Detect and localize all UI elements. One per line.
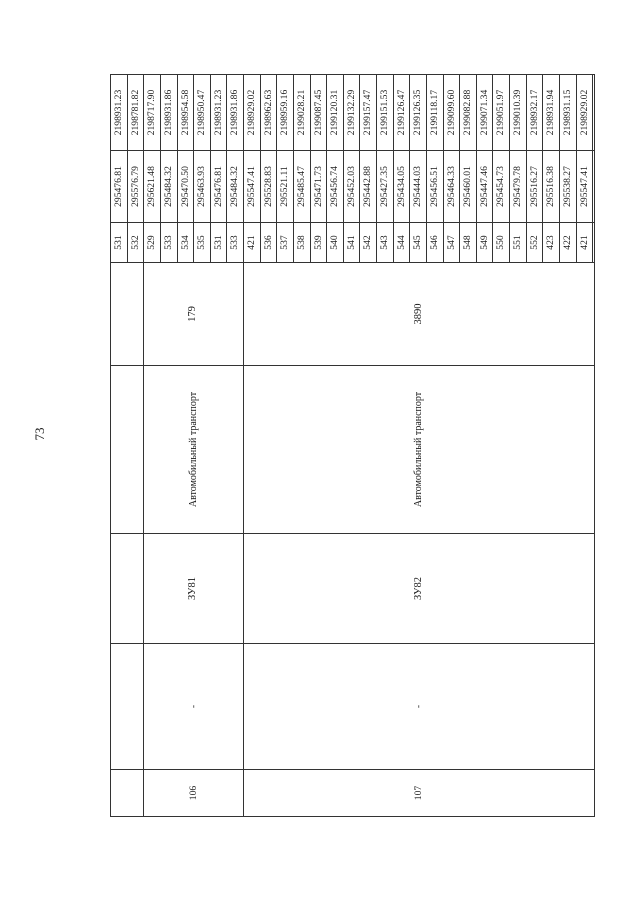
point-number-cell: 535 — [194, 223, 211, 263]
x-coordinate-cell: 295547.41 — [244, 151, 261, 223]
x-coordinate-cell: 295463.93 — [194, 151, 211, 223]
point-number-cell: 531 — [210, 223, 227, 263]
y-coordinate-cell: 2198931.23 — [111, 75, 128, 151]
point-number-cell: 529 — [144, 223, 161, 263]
point-number-cell: 421 — [576, 223, 593, 263]
y-coordinate-cell: 2199099.60 — [443, 75, 460, 151]
page-number: 73 — [32, 427, 47, 441]
x-coordinate-cell: 295464.33 — [443, 151, 460, 223]
y-coordinate-cell: 2198931.23 — [210, 75, 227, 151]
x-coordinate-cell: 295452.03 — [343, 151, 360, 223]
x-coordinate-cell — [593, 151, 595, 223]
point-number-cell: 533 — [160, 223, 177, 263]
x-coordinate-cell: 295528.83 — [260, 151, 277, 223]
table-body — [111, 75, 595, 817]
x-coordinate-cell: 295476.81 — [210, 151, 227, 223]
point-number-cell: 531 — [111, 223, 128, 263]
point-number-cell: 545 — [410, 223, 427, 263]
y-coordinate-cell: 2199118.17 — [426, 75, 443, 151]
point-number-cell: 422 — [559, 223, 576, 263]
point-number-cell: 543 — [377, 223, 394, 263]
y-coordinate-cell: 2198931.15 — [559, 75, 576, 151]
x-coordinate-cell: 295485.47 — [293, 151, 310, 223]
y-coordinate-cell: 2199126.47 — [393, 75, 410, 151]
point-number-cell: 544 — [393, 223, 410, 263]
point-number-cell: 537 — [277, 223, 294, 263]
plot-number-cell — [111, 770, 144, 817]
y-coordinate-cell: 2198962.63 — [260, 75, 277, 151]
point-number-cell: 540 — [327, 223, 344, 263]
y-coordinate-cell: 2198781.82 — [127, 75, 144, 151]
y-coordinate-cell: 2198932.17 — [526, 75, 543, 151]
x-coordinate-cell: 295576.79 — [127, 151, 144, 223]
y-coordinate-cell: 2199010.39 — [510, 75, 527, 151]
y-coordinate-cell: 2199051.97 — [493, 75, 510, 151]
table-row — [244, 75, 261, 817]
x-coordinate-cell: 295621.48 — [144, 151, 161, 223]
zone-code-cell — [111, 534, 144, 644]
x-coordinate-cell: 295516.38 — [543, 151, 560, 223]
y-coordinate-cell: 2199132.29 — [343, 75, 360, 151]
y-coordinate-cell: 2199126.35 — [410, 75, 427, 151]
area-cell — [111, 263, 144, 366]
x-coordinate-cell: 295447.46 — [476, 151, 493, 223]
y-coordinate-cell: 2198931.86 — [227, 75, 244, 151]
plot-number-cell: 107 — [244, 770, 595, 817]
x-coordinate-cell: 295484.32 — [160, 151, 177, 223]
zone-code-cell: ЗУ81 — [144, 534, 244, 644]
y-coordinate-cell — [593, 75, 595, 151]
x-coordinate-cell: 295538.27 — [559, 151, 576, 223]
x-coordinate-cell: 295547.41 — [576, 151, 593, 223]
point-number-cell: 542 — [360, 223, 377, 263]
y-coordinate-cell: 2198954.58 — [177, 75, 194, 151]
point-number-cell — [593, 223, 595, 263]
y-coordinate-cell: 2198717.90 — [144, 75, 161, 151]
x-coordinate-cell: 295516.27 — [526, 151, 543, 223]
y-coordinate-cell: 2199157.47 — [360, 75, 377, 151]
permitted-use-cell — [111, 366, 144, 534]
y-coordinate-cell: 2198959.16 — [277, 75, 294, 151]
y-coordinate-cell: 2198929.02 — [576, 75, 593, 151]
area-cell: 179 — [144, 263, 244, 366]
point-number-cell: 536 — [260, 223, 277, 263]
point-number-cell: 547 — [443, 223, 460, 263]
point-number-cell: 541 — [343, 223, 360, 263]
x-coordinate-cell: 295479.78 — [510, 151, 527, 223]
point-number-cell: 534 — [177, 223, 194, 263]
table-row — [144, 75, 161, 817]
x-coordinate-cell: 295427.35 — [377, 151, 394, 223]
point-number-cell: 539 — [310, 223, 327, 263]
point-number-cell: 532 — [127, 223, 144, 263]
x-coordinate-cell: 295476.81 — [111, 151, 128, 223]
y-coordinate-cell: 2199082.88 — [460, 75, 477, 151]
x-coordinate-cell: 295442.88 — [360, 151, 377, 223]
x-coordinate-cell: 295454.73 — [493, 151, 510, 223]
point-number-cell: 551 — [510, 223, 527, 263]
x-coordinate-cell: 295521.11 — [277, 151, 294, 223]
y-coordinate-cell: 2198950.47 — [194, 75, 211, 151]
point-number-cell: 533 — [227, 223, 244, 263]
point-number-cell: 423 — [543, 223, 560, 263]
zone-code-cell: ЗУ82 — [244, 534, 595, 644]
x-coordinate-cell: 295471.73 — [310, 151, 327, 223]
y-coordinate-cell: 2199071.34 — [476, 75, 493, 151]
y-coordinate-cell: 2198931.94 — [543, 75, 560, 151]
point-number-cell: 546 — [426, 223, 443, 263]
plot-name-cell: - — [144, 644, 244, 770]
x-coordinate-cell: 295484.32 — [227, 151, 244, 223]
x-coordinate-cell: 295460.01 — [460, 151, 477, 223]
point-number-cell: 552 — [526, 223, 543, 263]
y-coordinate-cell: 2199028.21 — [293, 75, 310, 151]
point-number-cell: 549 — [476, 223, 493, 263]
point-number-cell: 550 — [493, 223, 510, 263]
permitted-use-cell: Автомобильный транспорт — [244, 366, 595, 534]
table-row — [111, 75, 128, 817]
point-number-cell: 548 — [460, 223, 477, 263]
rotated-table-container — [110, 75, 595, 817]
permitted-use-cell: Автомобильный транспорт — [144, 366, 244, 534]
x-coordinate-cell: 295444.03 — [410, 151, 427, 223]
y-coordinate-cell: 2198929.02 — [244, 75, 261, 151]
y-coordinate-cell: 2198931.86 — [160, 75, 177, 151]
plot-number-cell: 106 — [144, 770, 244, 817]
x-coordinate-cell: 295434.05 — [393, 151, 410, 223]
plot-name-cell — [111, 644, 144, 770]
area-cell: 3890 — [244, 263, 595, 366]
land-plot-coordinates-table — [110, 74, 595, 817]
point-number-cell: 538 — [293, 223, 310, 263]
x-coordinate-cell: 295470.50 — [177, 151, 194, 223]
x-coordinate-cell: 295456.74 — [327, 151, 344, 223]
x-coordinate-cell: 295456.51 — [426, 151, 443, 223]
y-coordinate-cell: 2199087.45 — [310, 75, 327, 151]
y-coordinate-cell: 2199151.53 — [377, 75, 394, 151]
point-number-cell: 421 — [244, 223, 261, 263]
plot-name-cell: - — [244, 644, 595, 770]
y-coordinate-cell: 2199120.31 — [327, 75, 344, 151]
